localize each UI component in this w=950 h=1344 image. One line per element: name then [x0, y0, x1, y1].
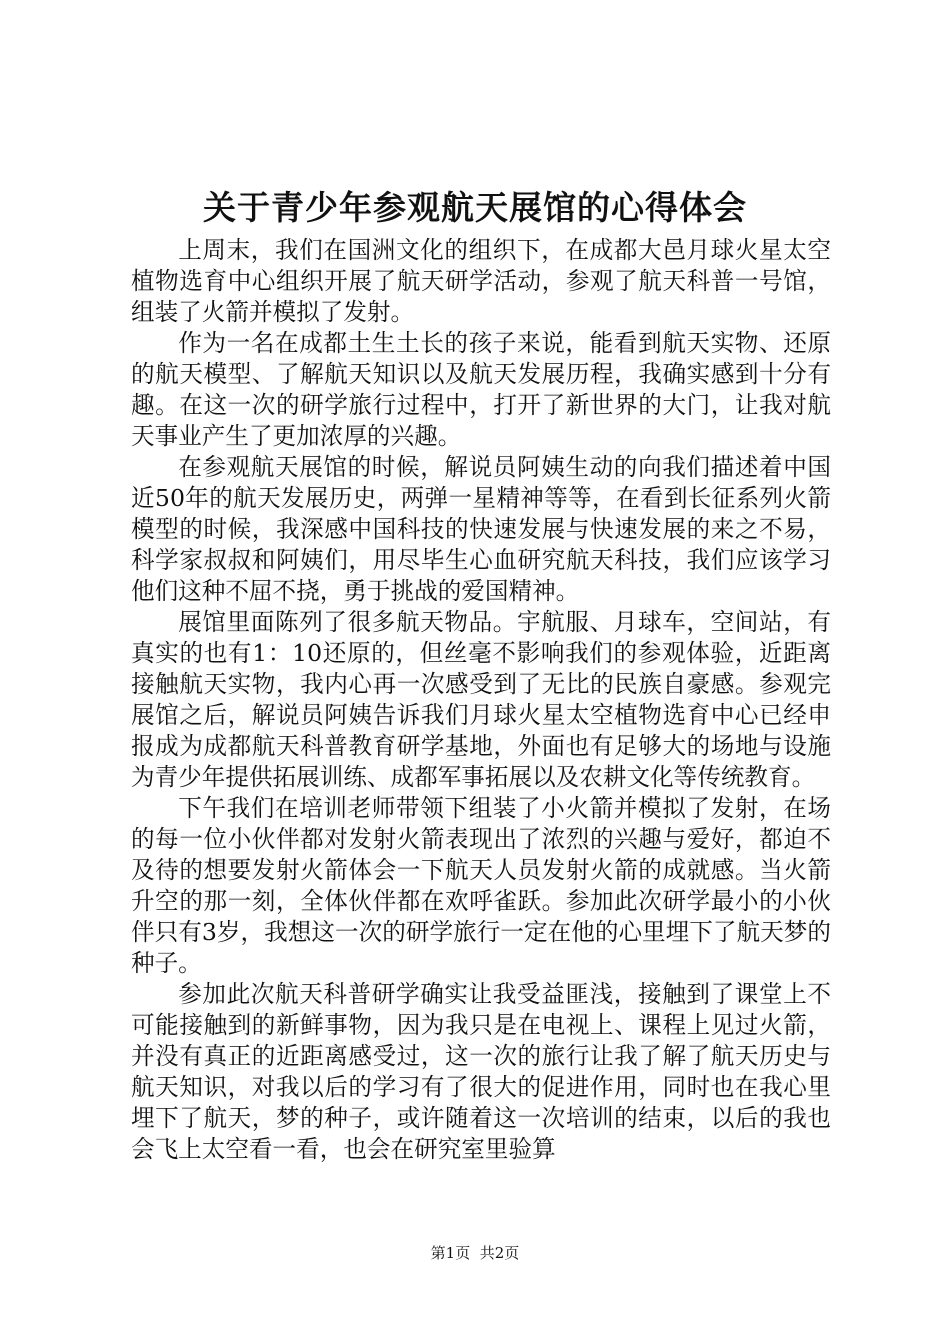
- paragraph-6: 参加此次航天科普研学确实让我受益匪浅，接触到了课堂上不可能接触到的新鲜事物，因为我只是在电视上、课程上见过火箭，并没有真正的近距离感受过，这一次的旅行让我了解了航天历史与航天知识，对我以后的学习有了很大的促进作用，同时也在我心里埋下了航天，梦的种子，或许随着这一次培训的结束，以后的我也会飞上太空看一看，也会在研究室里验算: [131, 980, 831, 1163]
- page-footer: [0, 1243, 950, 1263]
- document-title: 关于青少年参观航天展馆的心得体会: [203, 188, 747, 227]
- paragraph-3: 在参观航天展馆的时候，解说员阿姨生动的向我们描述着中国近50年的航天发展历史，两弹一星精神等等，在看到长征系列火箭模型的时候，我深感中国科技的快速发展与快速发展的来之不易，科学家叔叔和阿姨们，用尽毕生心血研究航天科技，我们应该学习他们这种不屈不挠，勇于挑战的爱国精神。: [131, 453, 831, 605]
- document-body: [131, 235, 831, 1165]
- page-total: 共2页: [479, 1244, 520, 1262]
- paragraph-5: 下午我们在培训老师带领下组装了小火箭并模拟了发射，在场的每一位小伙伴都对发射火箭表现出了浓烈的兴趣与爱好，都迫不及待的想要发射火箭体会一下航天人员发射火箭的成就感。当火箭升空的那一刻，全体伙伴都在欢呼雀跃。参加此次研学最小的小伙伴只有3岁，我想这一次的研学旅行一定在他的心里埋下了航天梦的种子。: [131, 794, 831, 977]
- paragraph-1: 上周末，我们在国洲文化的组织下，在成都大邑月球火星太空植物选育中心组织开展了航天研学活动，参观了航天科普一号馆，组装了火箭并模拟了发射。: [131, 236, 831, 326]
- paragraph-2: 作为一名在成都土生土长的孩子来说，能看到航天实物、还原的航天模型、了解航天知识以及航天发展历程，我确实感到十分有趣。在这一次的研学旅行过程中，打开了新世界的大门，让我对航天事业产生了更加浓厚的兴趣。: [131, 329, 831, 450]
- paragraph-4: 展馆里面陈列了很多航天物品。宇航服、月球车，空间站，有真实的也有1：10还原的，但丝毫不影响我们的参观体验，近距离接触航天实物，我内心再一次感受到了无比的民族自豪感。参观完展馆之后，解说员阿姨告诉我们月球火星太空植物选育中心已经申报成为成都航天科普教育研学基地，外面也有足够大的场地与设施为青少年提供拓展训练、成都军事拓展以及农耕文化等传统教育。: [131, 608, 831, 791]
- page-number: 第1页: [430, 1244, 471, 1262]
